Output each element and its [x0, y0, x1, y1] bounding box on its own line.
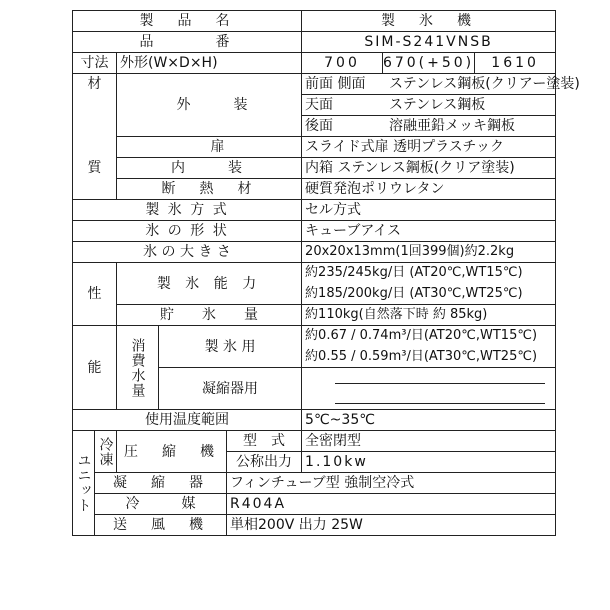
door-label: 扉	[117, 137, 302, 158]
storage-label: 貯 氷 量	[117, 305, 302, 326]
water-condenser-label: 凝縮器用	[159, 368, 302, 410]
water-ice-line-1: 約0.67 / 0.74m³/日(AT20℃,WT15℃)	[302, 326, 556, 347]
row-condenser	[73, 473, 556, 494]
ice-size-value: 20x20x13mm(1回399個)約2.2kg	[302, 242, 556, 263]
ice-shape-value: キューブアイス	[302, 221, 556, 242]
unit-group-cell	[73, 431, 95, 536]
unit-group-label: ユニット	[75, 453, 92, 513]
condenser-label: 凝 縮 器	[95, 473, 227, 494]
material-group-spacer	[73, 179, 117, 200]
model-value: SIM-S241VNSB	[302, 32, 556, 53]
refrig-label: 冷凍	[97, 436, 114, 467]
water-consumption-label: 消費水量	[129, 337, 146, 398]
exterior-label: 外 装	[117, 74, 302, 137]
capacity-line-1: 約235/245kg/日 (AT20℃,WT15℃)	[302, 263, 556, 284]
fan-value: 単相200V 出力 25W	[227, 515, 556, 536]
ice-size-label: 氷 の 大 き さ	[73, 242, 302, 263]
storage-value: 約110kg(自然落下時 約 85kg)	[302, 305, 556, 326]
ice-shape-label: 氷 の 形 状	[73, 221, 302, 242]
exterior-part-2: 天面	[305, 97, 334, 113]
dimensions-values	[302, 53, 556, 74]
row-ice-method	[73, 200, 556, 221]
row-compressor-1	[73, 431, 556, 452]
capacity-line-2: 約185/200kg/日 (AT30℃,WT25℃)	[302, 284, 556, 305]
row-material-interior	[73, 158, 556, 179]
compressor-label: 圧 縮 機	[117, 431, 227, 473]
row-ice-shape	[73, 221, 556, 242]
temp-range-value: 5℃~35℃	[302, 410, 556, 431]
material-group-spacer	[73, 116, 117, 137]
exterior-row-1	[302, 74, 580, 95]
exterior-material-3: 溶融亜鉛メッキ鋼板	[389, 118, 516, 134]
spec-table	[72, 10, 580, 536]
row-material-exterior-1	[73, 74, 556, 95]
compressor-output-label: 公称出力	[227, 452, 302, 473]
model-label: 品 番	[73, 32, 302, 53]
exterior-row-3	[302, 116, 556, 137]
water-condenser-line-1	[302, 368, 556, 389]
insulation-value: 硬質発泡ポリウレタン	[302, 179, 556, 200]
row-water-ice-1	[73, 326, 556, 347]
exterior-part-1: 前面 側面	[305, 76, 366, 92]
insulation-label: 断 熱 材	[117, 179, 302, 200]
product-name-label: 製 品 名	[73, 11, 302, 32]
material-group-label-top: 材	[73, 74, 117, 95]
exterior-material-2: ステンレス鋼板	[389, 97, 486, 113]
material-group-label-bottom: 質	[73, 158, 117, 179]
row-ice-size	[73, 242, 556, 263]
compressor-type-label: 型 式	[227, 431, 302, 452]
water-condenser-line-2	[302, 389, 556, 410]
dimension-height: 1610	[491, 55, 539, 71]
row-product-name	[73, 11, 556, 32]
interior-label: 内 装	[117, 158, 302, 179]
door-value: スライド式扉 透明プラスチック	[302, 137, 556, 158]
water-ice-line-2: 約0.55 / 0.59m³/日(AT30℃,WT25℃)	[302, 347, 556, 368]
row-model	[73, 32, 556, 53]
material-group-spacer	[73, 95, 117, 116]
exterior-part-3: 後面	[305, 118, 334, 134]
ice-method-label: 製 氷 方 式	[73, 200, 302, 221]
compressor-type-value: 全密閉型	[302, 431, 556, 452]
condenser-value: フィンチューブ型 強制空冷式	[227, 473, 556, 494]
row-refrigerant	[73, 494, 556, 515]
exterior-row-2	[302, 95, 556, 116]
row-dimensions	[73, 53, 556, 74]
refrigerant-label: 冷 媒	[95, 494, 227, 515]
capacity-label: 製 氷 能 力	[117, 263, 302, 305]
product-name-value: 製 氷 機	[302, 11, 556, 32]
temp-range-label: 使用温度範囲	[73, 410, 302, 431]
exterior-material-1: ステンレス鋼板(クリアー塗装)	[389, 76, 580, 92]
water-consumption-cell	[117, 326, 159, 410]
row-capacity-1	[73, 263, 556, 284]
interior-value: 内箱 ステンレス鋼板(クリア塗装)	[302, 158, 556, 179]
refrig-cell	[95, 431, 117, 473]
ice-method-value: セル方式	[302, 200, 556, 221]
refrigerant-value: R404A	[227, 494, 556, 515]
fan-label: 送 風 機	[95, 515, 227, 536]
compressor-output-value: 1.10kw	[302, 452, 556, 473]
water-ice-label: 製 氷 用	[159, 326, 302, 368]
material-group-spacer	[73, 137, 117, 158]
spec-sheet	[72, 10, 580, 536]
row-fan	[73, 515, 556, 536]
dimensions-sublabel: 外形(W×D×H)	[117, 53, 302, 74]
dimension-depth: 670(+50)	[382, 55, 475, 71]
row-material-door	[73, 137, 556, 158]
row-storage	[73, 305, 556, 326]
row-material-insulation	[73, 179, 556, 200]
performance-group-label-top: 性	[73, 263, 117, 326]
row-temp-range	[73, 410, 556, 431]
performance-group-label-bottom: 能	[73, 326, 117, 410]
dimension-width: 700	[302, 53, 383, 73]
dimensions-label: 寸法	[73, 53, 117, 74]
